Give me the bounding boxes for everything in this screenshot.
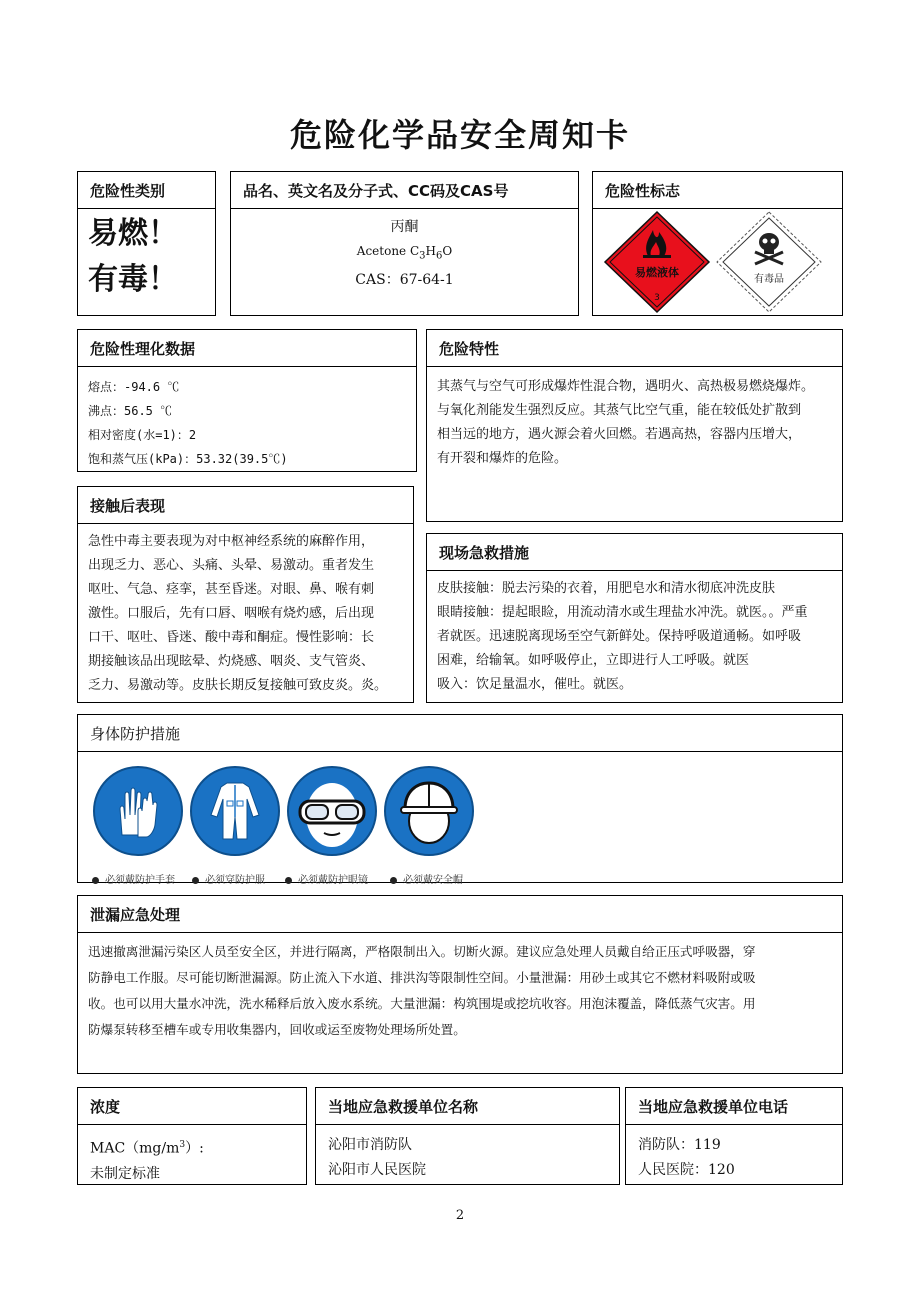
hazard-category-box [77,171,216,316]
flammable-class-number: 3 [654,293,660,303]
gloves-icon [92,765,184,857]
physchem-body [78,367,416,479]
flammable-label-text: 易燃液体 [635,266,679,279]
bullet-icon [390,877,397,884]
hazard-diamonds [601,210,833,314]
vapor-pressure: 饱和蒸气压(kPa)：53.32(39.5℃) [88,452,288,466]
rescue-units-box [315,1087,620,1185]
product-name-cn: 丙酮 [390,219,419,235]
mac-standard: 未制定标准 [90,1165,160,1182]
exposure-body: 急性中毒主要表现为对中枢神经系统的麻醉作用， 出现乏力、恶心、头痛、头晕、易激动。重者发生 呕吐、气急、痉挛，甚至昏迷。对眼、鼻、喉有刺 激性。口服后，先有口唇、咽喉有烧灼感，后出现 口干、呕吐、昏迷、酸中毒和酮症。慢性影响：长 期接触该品出现眩晕、灼烧感、咽炎、支气管炎、 乏力、易激动等。皮肤长期反复接触可致皮炎。炎。 [88,534,388,693]
page-title: 危险化学品安全周知卡 [289,116,630,154]
hazard-props-header: 危险特性 [427,330,842,367]
bullet-icon [192,877,199,884]
concentration-box [77,1087,307,1185]
physchem-box [77,329,417,472]
toxic-diamond-icon [717,212,821,312]
concentration-header: 浓度 [78,1088,306,1125]
hazard-toxic-text: 有毒！ [88,262,178,297]
relative-density: 相对密度(水=1)：2 [88,428,197,442]
first-aid-header: 现场急救措施 [427,534,842,571]
protection-header: 身体防护措施 [78,715,842,752]
hazard-labels-header: 危险性标志 [593,172,842,209]
page-number: 2 [455,1208,465,1223]
concentration-body [78,1125,306,1195]
rescue-units-body [316,1125,619,1191]
ppe-label-helmet: 必须戴安全帽 [390,871,463,886]
leak-body: 迅速撤离泄漏污染区人员至安全区，并进行隔离，严格限制出入。切断火源。建议应急处理人员戴自给正压式呼吸器，穿 防静电工作服。尽可能切断泄漏源。防止流入下水道、排洪沟等限制性空间。小量泄漏：用砂土或其它不燃材料吸附或吸 收。也可以用大量水冲洗，洗水稀释后放入废水系统。大量泄漏：构筑围堤或挖坑收容。用泡沫覆盖，降低蒸气灾害。用 防爆泵转移至槽车或专用收集器内，回收或运至废物处理场所处置。 [88,944,756,1037]
product-info-body [231,209,578,292]
ppe-label-gloves: 必须戴防护手套 [92,871,175,886]
protection-box [77,714,843,886]
bullet-icon [285,877,292,884]
flammable-liquid-diamond-icon [605,212,709,312]
safety-helmet-icon [383,765,475,857]
exposure-box [77,486,414,703]
rescue-phones-box [625,1087,843,1185]
leak-header: 泄漏应急处理 [78,896,842,933]
physchem-header: 危险性理化数据 [78,330,416,367]
boiling-point: 沸点：56.5 ℃ [88,404,173,418]
rescue-unit-fire: 沁阳市消防队 [328,1137,412,1153]
product-formula: Acetone $C_3H_6O$ [356,244,453,262]
first-aid-body: 皮肤接触：脱去污染的衣着，用肥皂水和清水彻底冲洗皮肤 眼睛接触：提起眼睑，用流动清水或生理盐水冲洗。就医。。严重 者就医。迅速脱离现场至空气新鲜处。保持呼吸道通畅。如呼吸 困难，给输氧。如呼吸停止，立即进行人工呼吸。就医 吸入：饮足量温水，催吐。就医。 [437,581,808,692]
hazard-labels-box [592,171,843,316]
leak-box [77,895,843,1074]
product-info-header: 品名、英文名及分子式、CC码及CAS号 [231,172,578,209]
goggles-icon [286,765,378,857]
mac-value: $MAC(mg/m^3)$: [90,1140,204,1157]
rescue-units-header: 当地应急救援单位名称 [316,1088,619,1125]
first-aid-box [426,533,843,703]
product-info-box [230,171,579,316]
phone-fire: 消防队：119 [638,1137,721,1153]
hazard-category-text [78,209,215,305]
protective-suit-icon [189,765,281,857]
toxic-label-text: 有毒品 [754,274,784,285]
ppe-label-suit: 必须穿防护服 [192,871,265,886]
phone-hospital: 人民医院：120 [638,1162,735,1178]
rescue-phones-body [626,1125,842,1191]
hazard-props-box [426,329,843,522]
product-cas: CAS：67-64-1 [355,272,454,289]
exposure-header: 接触后表现 [78,487,413,524]
rescue-phones-header: 当地应急救援单位电话 [626,1088,842,1125]
rescue-unit-hospital: 沁阳市人民医院 [328,1162,426,1178]
melting-point: 熔点：-94.6 ℃ [88,380,180,394]
bullet-icon [92,877,99,884]
hazard-category-header: 危险性类别 [78,172,215,209]
ppe-label-goggles: 必须戴防护眼镜 [285,871,368,886]
hazard-flammable-text: 易燃！ [88,216,178,251]
hazard-props-body: 其蒸气与空气可形成爆炸性混合物，遇明火、高热极易燃烧爆炸。 与氧化剂能发生强烈反应。其蒸气比空气重，能在较低处扩散到 相当远的地方，遇火源会着火回燃。若遇高热，容器内压增大， 有开裂和爆炸的危险。 [437,379,815,466]
